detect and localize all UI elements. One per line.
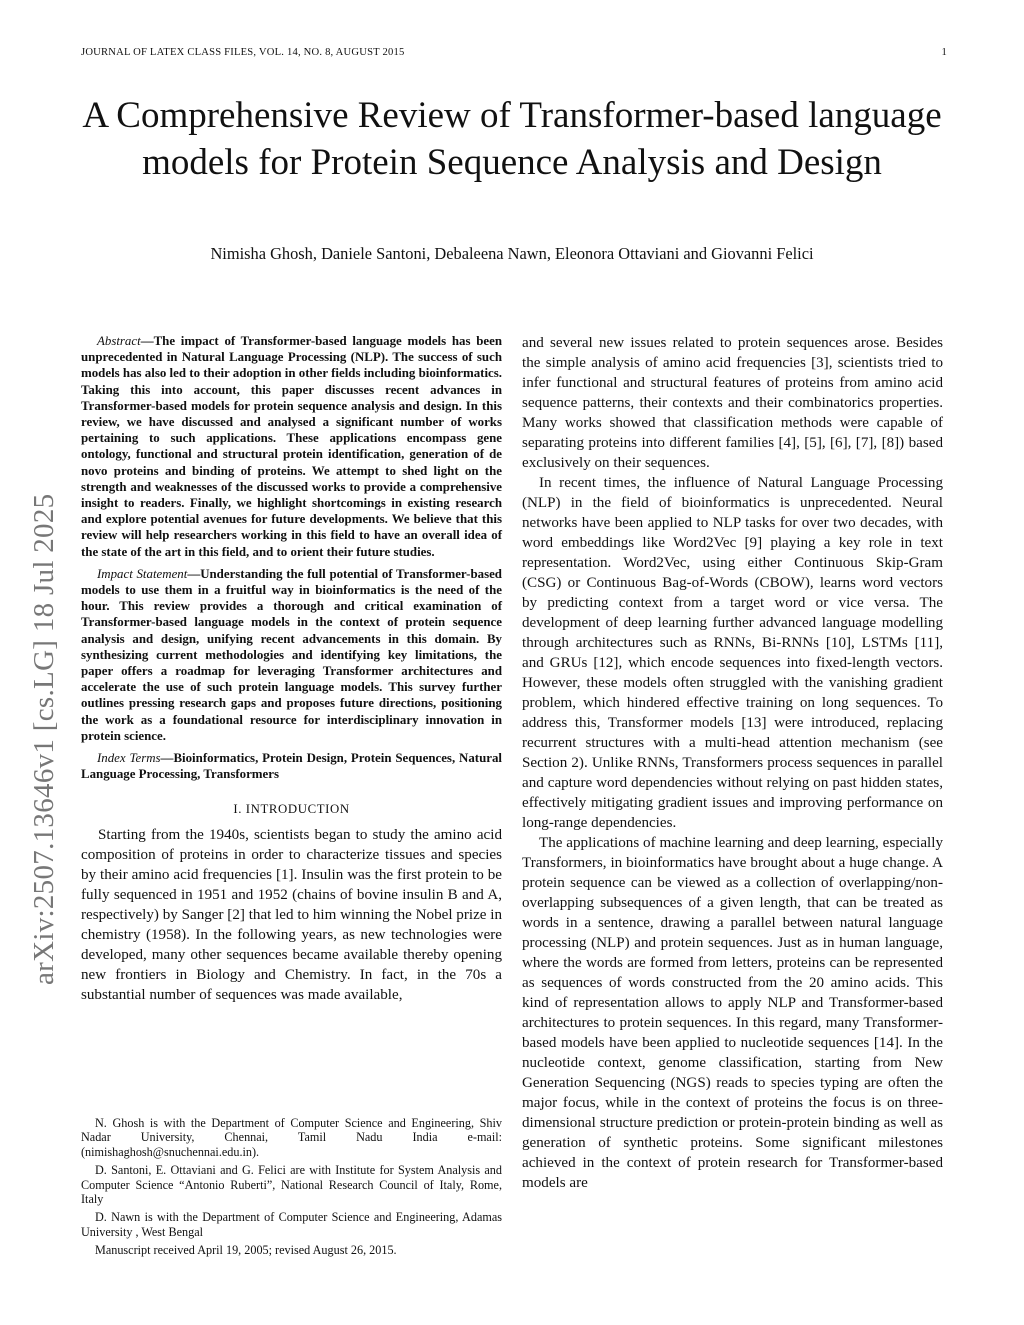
index-terms-text: —Bioinformatics, Protein Design, Protein Sequences, Natural Language Processing, Transformers bbox=[81, 751, 502, 782]
running-head-journal bbox=[81, 47, 404, 58]
paper-title: A Comprehensive Review of Transformer-based language models for Protein Sequence Analysis and Design bbox=[82, 95, 942, 183]
abstract bbox=[81, 333, 502, 560]
abstract-lead: Abstract bbox=[97, 334, 141, 348]
footnote-nawn: D. Nawn is with the Department of Computer Science and Engineering, Adamas University , West Bengal bbox=[81, 1210, 502, 1239]
paragraph: and several new issues related to protein sequences arose. Besides the simple analysis of amino acid frequencies [3], scientists tried to infer functional and structural features of proteins from amino acid sequence patterns, their contexts and their combinatorics properties. Many works showed that classification methods were capable of separating proteins into different families [4], [5], [6], [7], [8]) based exclusively on their sequences. bbox=[522, 335, 943, 471]
impact-statement-text: —Understanding the full potential of Transformer-based models to use them in a fruitful way in bioinformatics is the need of the hour. This review provides a thorough and critical examination of Transformer-based language models in the context of protein sequence analysis and design, unifying recent advancements in this domain. By synthesizing current methodologies and identifying key limitations, the paper offers a roadmap for leveraging Transformer architectures and accelerate the use of such protein language models. This survey further outlines pressing research gaps and proposes future directions, positioning the work as a foundational resource for interdisciplinary innovation in protein science. bbox=[81, 566, 502, 743]
page-number: 1 bbox=[941, 47, 947, 58]
latex-logo: LATEX bbox=[149, 47, 185, 58]
arxiv-stamp: arXiv:2507.13646v1 [cs.LG] 18 Jul 2025 bbox=[28, 493, 60, 985]
section-heading-introduction: I. INTRODUCTION bbox=[233, 802, 350, 817]
intro-paragraph: Starting from the 1940s, scientists began to study the amino acid composition of proteins in order to characterize tissues and species by their amino acid frequencies [1]. Insulin was the first protein to be fully sequenced in 1951 and 1952 (chains of bovine insulin B and A, respectively) by Sanger [2] that led to him winning the Nobel prize in chemistry (1958). In the following years, as new technologies were developed, many other sequences became available thereby opening new frontiers in Biology and Chemistry. In fact, in the 70s a substantial number of sequences was made available, bbox=[81, 827, 502, 1004]
left-column bbox=[81, 333, 502, 1005]
footnotes bbox=[81, 1116, 502, 1262]
paragraph: The applications of machine learning and deep learning, especially Transformers, in bioinformatics have brought about a huge change. A protein sequence can be viewed as a collection of overlapping/non-overlapping subsequences of a given length, that can be treated as words in a sentence, drawing a parallel between natural language processing (NLP) and protein sequences. Just as in human language, where the words are formed from letters, proteins can be represented as sequences of words constructed from the 20 amino acids. This kind of representation allows to apply NLP and Transformer-based architectures to protein sequences. In this regard, many Transformer-based models have been applied to nucleotide sequences [14]. In the nucleotide context, genome classification, starting from New Generation Sequencing (NGS) reads to species typing are often the major focus, while in the context of proteins the focus is on three-dimensional structure prediction or protein-protein binding as well as generation of synthetic proteins. Some significant milestones achieved in the context of protein research for Transformer-based models are bbox=[522, 835, 943, 1191]
running-head bbox=[81, 47, 947, 58]
footnote-manuscript: Manuscript received April 19, 2005; revised August 26, 2015. bbox=[95, 1243, 397, 1258]
running-head-prefix: JOURNAL OF bbox=[81, 47, 148, 58]
index-terms-lead: Index Terms bbox=[97, 751, 161, 766]
footnote-santoni: D. Santoni, E. Ottaviani and G. Felici are with Institute for System Analysis and Computer Science “Antonio Ruberti”, National Research Council of Italy, Rome, Italy bbox=[81, 1163, 502, 1207]
author-list: Nimisha Ghosh, Daniele Santoni, Debaleena Nawn, Eleonora Ottaviani and Giovanni Felici bbox=[210, 244, 814, 263]
paragraph: In recent times, the influence of Natural Language Processing (NLP) in the field of bioinformatics is unprecedented. Neural networks have been applied to NLP tasks for over two decades, with word embeddings like Word2Vec [9] playing a key role in text representation. Word2Vec, using either Continuous Skip-Gram (CSG) or Continuous Bag-of-Words (CBOW), learns word vectors by predicting context from a target word or vice versa. The development of deep learning further advanced language modelling through architectures such as RNNs, Bi-RNNs [10], LSTMs [11], and GRUs [12], which encode sequences into fixed-length vectors. However, these models often struggled with the vanishing gradient problem, which hindered effective training on long sequences. To address this, Transformer models [13] were introduced, replacing recurrent structures with a multi-head attention mechanism (see Section 2). Unlike RNNs, Transformers process sequences in parallel and capture word dependencies without relying on past hidden states, effectively mitigating gradient issues and improving performance on long-range dependencies. bbox=[522, 475, 943, 831]
running-head-suffix: CLASS FILES, VOL. 14, NO. 8, AUGUST 2015 bbox=[187, 47, 405, 58]
abstract-text: —The impact of Transformer-based language models has been unprecedented in Natural Language Processing (NLP). The success of such models has also led to their adoption in other fields including bioinformatics. Taking this into account, this paper discusses recent advances in Transformer-based models for protein sequence analysis and design. In this review, we have discussed and analysed a significant number of works pertaining to such applications. These applications encompass gene ontology, functional and structural protein identification, generation of de novo proteins and binding of proteins. We attempt to shed light on the strength and weaknesses of the discussed works to provide a comprehensive insight to readers. Finally, we highlight shortcomings in existing research and explore potential avenues for future developments. We believe that this review will help researchers working in this field to have an overall idea of the state of the art in this field, and to orient their future studies. bbox=[81, 334, 502, 559]
impact-statement-lead: Impact Statement bbox=[97, 566, 188, 581]
right-column bbox=[522, 333, 943, 1193]
index-terms bbox=[81, 750, 502, 782]
footnote-ghosh: N. Ghosh is with the Department of Computer Science and Engineering, Shiv Nadar University, Chennai, Tamil Nadu India e-mail: (nimishaghosh@snuchennai.edu.in). bbox=[81, 1116, 502, 1159]
impact-statement bbox=[81, 566, 502, 744]
